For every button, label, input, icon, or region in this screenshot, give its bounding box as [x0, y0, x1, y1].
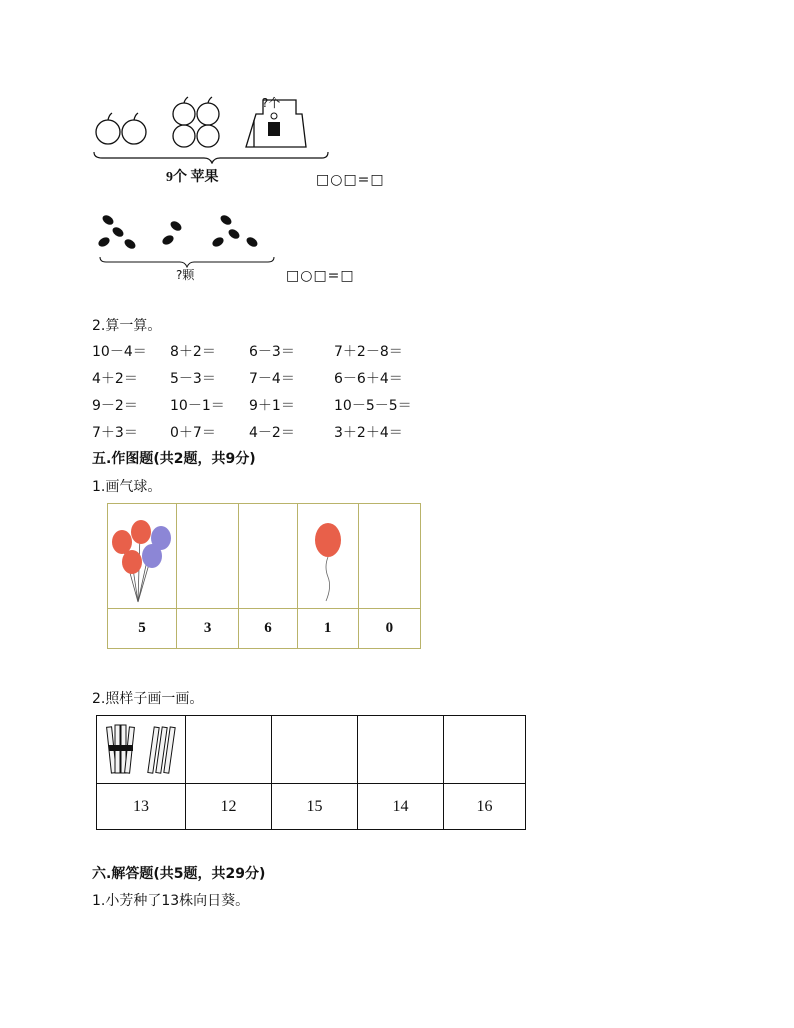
sticks-number: 15: [271, 784, 357, 830]
calc-item: 7－4＝: [249, 371, 295, 387]
balloon-number: 1: [297, 609, 358, 649]
balloon-number: 6: [239, 609, 297, 649]
calc-item: 3＋2＋4＝: [334, 425, 403, 441]
calc-item: 6－3＝: [249, 344, 295, 360]
calc-item: 7＋2－8＝: [334, 344, 403, 360]
s5-q1-title: 1.画气球。: [92, 479, 162, 495]
sticks-number: 16: [443, 784, 525, 830]
apple-equation: □○□=□: [316, 172, 385, 188]
balloon-number: 3: [177, 609, 239, 649]
single-balloon-icon: [298, 504, 358, 604]
balloon-cell-3[interactable]: [239, 504, 297, 609]
candy-equation: □○□=□: [286, 268, 355, 284]
balloon-bunch-icon: [108, 504, 176, 604]
balloon-table: [107, 503, 421, 649]
balloon-cell-1: [108, 504, 177, 609]
calc-item: 4－2＝: [249, 425, 295, 441]
sticks-number: 14: [357, 784, 443, 830]
sticks-cell-5[interactable]: [443, 716, 525, 784]
s5-q2-title: 2.照样子画一画。: [92, 691, 204, 707]
calc-item: 10－4＝: [92, 344, 147, 360]
sticks-cell-1: [97, 716, 186, 784]
calc-item: 7＋3＝: [92, 425, 138, 441]
calc-item: 5－3＝: [170, 371, 216, 387]
balloon-cell-2[interactable]: [177, 504, 239, 609]
candy-illustration: [96, 212, 276, 258]
calc-item: 10－1＝: [170, 398, 225, 414]
sticks-cell-4[interactable]: [357, 716, 443, 784]
balloon-number: 5: [108, 609, 177, 649]
section5-title: 五.作图题(共2题，共9分): [92, 451, 256, 467]
question-mark-label: ?个: [262, 96, 281, 110]
calc-item: 4＋2＝: [92, 371, 138, 387]
sticks-table: [96, 715, 526, 830]
calc-item: 6－6＋4＝: [334, 371, 403, 387]
apple-brace: [92, 150, 332, 164]
sticks-cell-2[interactable]: [185, 716, 271, 784]
calc-item: 0＋7＝: [170, 425, 216, 441]
apple-total-label: 9个 苹果: [166, 170, 219, 185]
calc-item: 9＋1＝: [249, 398, 295, 414]
calc-item: 8＋2＝: [170, 344, 216, 360]
calc-item: 10－5－5＝: [334, 398, 412, 414]
sticks-cell-3[interactable]: [271, 716, 357, 784]
balloon-cell-4: [297, 504, 358, 609]
s6-q1-text: 1.小芳种了13株向日葵。: [92, 893, 250, 909]
calc-item: 9－2＝: [92, 398, 138, 414]
balloon-cell-5[interactable]: [358, 504, 420, 609]
candy-total-label: ?颗: [176, 268, 195, 282]
stick-bundle-icon: [99, 717, 183, 779]
balloon-number: 0: [358, 609, 420, 649]
q2-title: 2.算一算。: [92, 318, 162, 334]
sticks-number: 12: [185, 784, 271, 830]
section6-title: 六.解答题(共5题，共29分): [92, 866, 266, 882]
sticks-number: 13: [97, 784, 186, 830]
